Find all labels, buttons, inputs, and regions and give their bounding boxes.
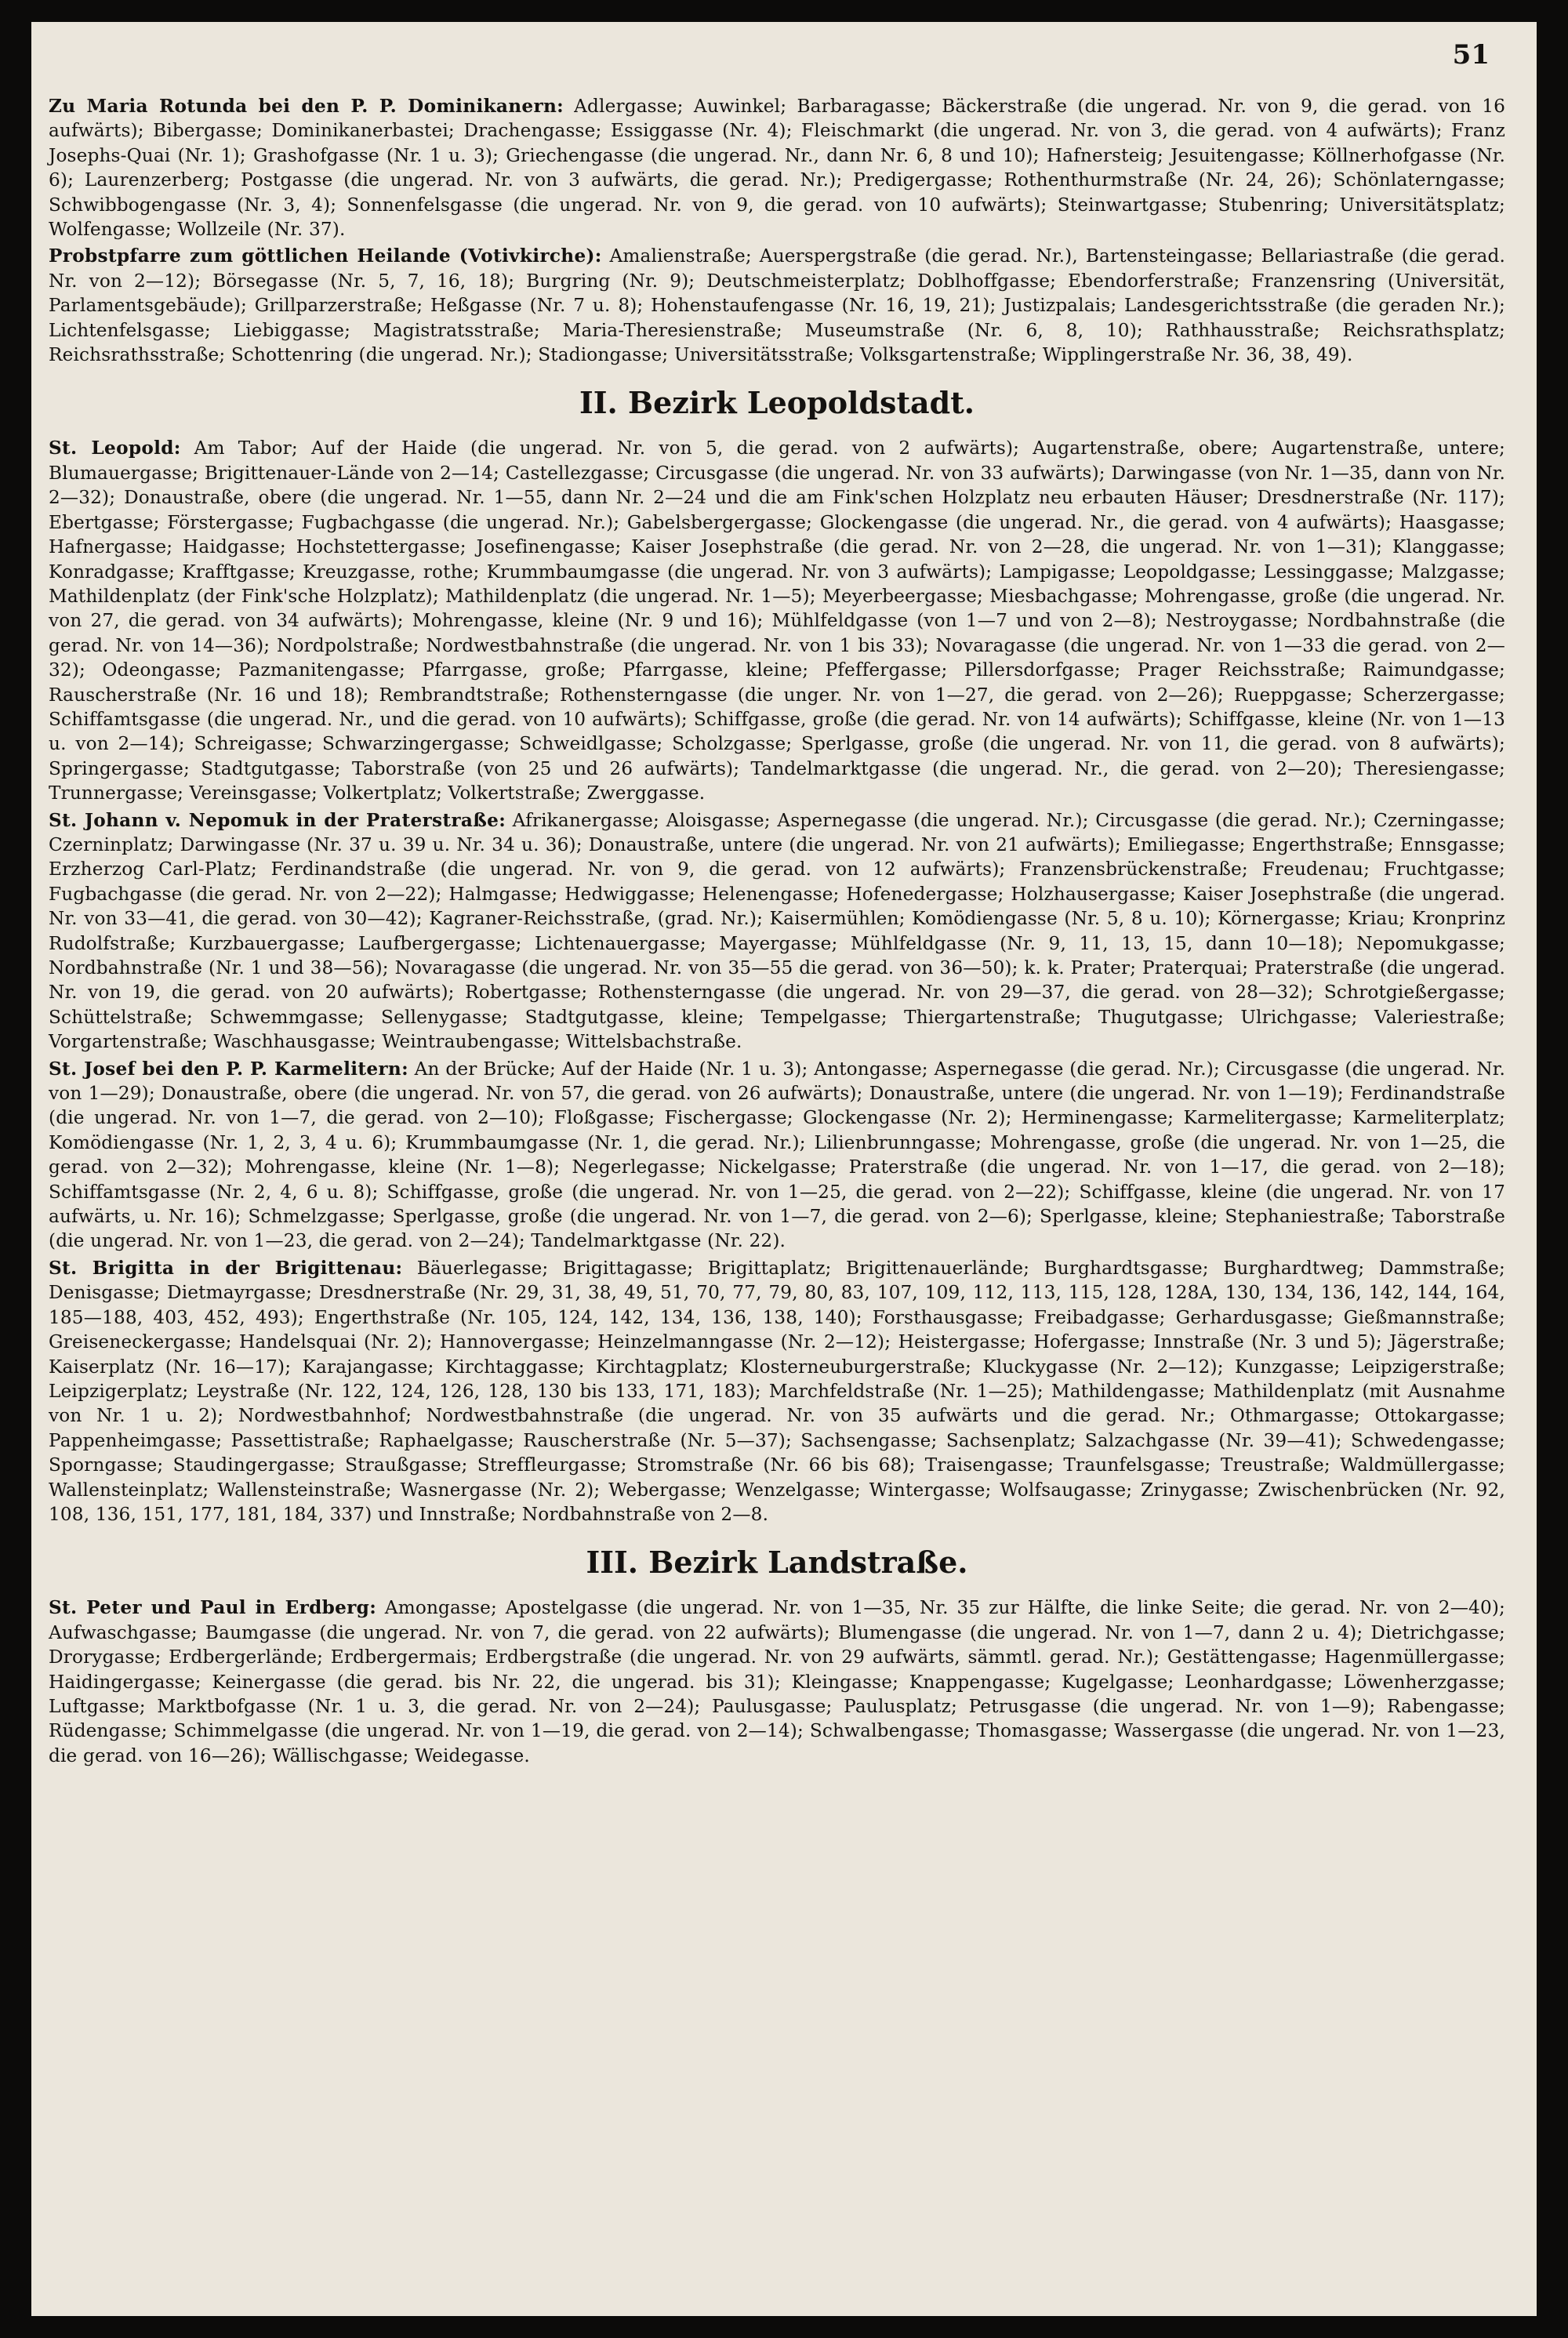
parish-streets: Amalienstraße; Auerspergstraße (die gerad. Nr.), Bartensteingasse; Bellariastraße (die gerad. Nr. von 2—12); Börsegasse (Nr. 5, 7, 16, 18); Burgring (Nr. 9); Deutschmeisterplatz; Doblhoffgasse; Ebendorferstraße; Franzensring (Universität, Parlamentsgebäude); Grillparzerstraße; Heßgasse (Nr. 7 u. 8); Hohenstaufengasse (Nr. 16, 19, 21); Justizpalais; Landesgerichtsstraße (die geraden Nr.); Lichtenfelsgasse; Liebiggasse; Magistratsstraße; Maria-Theresienstraße; Museumstraße (Nr. 6, 8, 10); Rathhausstraße; Reichsrathsplatz; Reichsrathsstraße; Schottenring (die ungerad. Nr.); Stadiongasse; Universitätsstraße; Volksgartenstraße; Wipplingerstraße Nr. 36, 38, 49). [49,245,1505,366]
parish-streets: Amongasse; Apostelgasse (die ungerad. Nr. von 1—35, Nr. 35 zur Hälfte, die linke Seite; die gerad. Nr. von 2—40); Aufwaschgasse; Baumgasse (die ungerad. Nr. von 7, die gerad. von 22 aufwärts); Blumengasse (die ungerad. Nr. von 1—7, dann 2 u. 4); Dietrichgasse; Drorygasse; Erdbergerlände; Erdbergermais; Erdbergstraße (die ungerad. Nr. von 29 aufwärts, sämmtl. gerad. Nr.); Gestättengasse; Hagenmüllergasse; Haidingergasse; Keinergasse (die gerad. bis Nr. 22, die ungerad. bis 31); Kleingasse; Knappengasse; Kugelgasse; Leonhardgasse; Löwenherzgasse; Luftgasse; Marktbofgasse (Nr. 1 u. 3, die gerad. Nr. von 2—24); Paulusgasse; Paulusplatz; Petrusgasse (die ungerad. Nr. von 1—9); Rabengasse; Rüdengasse; Schimmelgasse (die ungerad. Nr. von 1—19, die gerad. von 2—14); Schwalbengasse; Thomasgasse; Wassergasse (die ungerad. Nr. von 1—23, die gerad. von 16—26); Wällischgasse; Weidegasse. [49,1597,1506,1766]
parish-entry [49,244,1505,367]
parish-heading: Probstpfarre zum göttlichen Heilande (Votivkirche): [49,245,602,267]
parish-heading: St. Peter und Paul in Erdberg: [49,1597,377,1619]
page-number: 51 [1452,39,1490,71]
parish-streets: An der Brücke; Auf der Haide (Nr. 1 u. 3); Antongasse; Aspernegasse (die gerad. Nr.); Circusgasse (die ungerad. Nr. von 1—29); Donaustraße, obere (die ungerad. Nr. von 57, die gerad. von 26 aufwärts); Donaustraße, untere (die ungerad. Nr. von 1—19); Ferdinandstraße (die ungerad. Nr. von 1—7, die gerad. von 2—10); Floßgasse; Fischergasse; Glockengasse (Nr. 2); Herminengasse; Karmelitergasse; Karmeliterplatz; Komödiengasse (Nr. 1, 2, 3, 4 u. 6); Krummbaumgasse (Nr. 1, die gerad. Nr.); Lilienbrunngasse; Mohrengasse, große (die ungerad. Nr. von 1—25, die gerad. von 2—32); Mohrengasse, kleine (Nr. 1—8); Negerlegasse; Nickelgasse; Praterstraße (die ungerad. Nr. von 1—17, die gerad. von 2—18); Schiffamtsgasse (Nr. 2, 4, 6 u. 8); Schiffgasse, große (die ungerad. Nr. von 1—25, die gerad. von 2—22); Schiffgasse, kleine (die ungerad. Nr. von 17 aufwärts, u. Nr. 16); Schmelzgasse; Sperlgasse, große (die ungerad. Nr. von 1—7, die gerad. von 2—6); Sperlgasse, kleine; Stephaniestraße; Taborstraße (die ungerad. Nr. von 1—23, die gerad. von 2—24); Tandelmarktgasse (Nr. 22). [49,1058,1505,1252]
parish-entry [49,1057,1505,1254]
page [31,22,1537,2316]
district-heading: III. Bezirk Landstraße. [586,1545,968,1581]
parish-heading: St. Brigitta in der Brigittenau: [49,1257,403,1279]
parish-entry [49,1596,1505,1768]
parish-heading: St. Leopold: [49,437,181,459]
parish-heading: Zu Maria Rotunda bei den P. P. Dominikanern: [49,96,564,117]
parish-streets: Adlergasse; Auwinkel; Barbaragasse; Bäckerstraße (die ungerad. Nr. von 9, die gerad. von 16 aufwärts); Bibergasse; Dominikanerbastei; Drachengasse; Essiggasse (Nr. 4); Fleischmarkt (die ungerad. Nr. von 3, die gerad. von 4 aufwärts); Franz Josephs-Quai (Nr. 1); Grashofgasse (Nr. 1 u. 3); Griechengasse (die ungerad. Nr., dann Nr. 6, 8 und 10); Hafnersteig; Jesuitengasse; Köllnerhofgasse (Nr. 6); Laurenzerberg; Postgasse (die ungerad. Nr. von 3 aufwärts, die gerad. Nr.); Predigergasse; Rothenthurmstraße (Nr. 24, 26); Schönlaterngasse; Schwibbogengasse (Nr. 3, 4); Sonnenfelsgasse (die ungerad. Nr. von 9, die gerad. von 10 aufwärts); Steinwartgasse; Stubenring; Universitätsplatz; Wolfengasse; Wollzeile (Nr. 37). [49,96,1505,241]
district-heading: II. Bezirk Leopoldstadt. [579,385,975,421]
parish-streets: Am Tabor; Auf der Haide (die ungerad. Nr. von 5, die gerad. von 2 aufwärts); Augartenstraße, obere; Augartenstraße, untere; Blumauergasse; Brigittenauer-Lände von 2—14; Castellezgasse; Circusgasse (die ungerad. Nr. von 33 aufwärts); Darwingasse (von Nr. 1—35, dann von Nr. 2—32); Donaustraße, obere (die ungerad. Nr. 1—55, dann Nr. 2—24 und die am Fink'schen Holzplatz neu erbauten Häuser; Dresdnerstraße (Nr. 117); Ebertgasse; Förstergasse; Fugbachgasse (die ungerad. Nr.); Gabelsbergergasse; Glockengasse (die ungerad. Nr., die gerad. von 4 aufwärts); Haasgasse; Hafnergasse; Haidgasse; Hochstettergasse; Josefinengasse; Kaiser Josephstraße (die gerad. Nr. von 2—28, die ungerad. Nr. von 1—31); Klanggasse; Konradgasse; Krafftgasse; Kreuzgasse, rothe; Krummbaumgasse (die ungerad. Nr. von 3 aufwärts); Lampigasse; Leopoldgasse; Lessinggasse; Malzgasse; Mathildenplatz (der Fink'sche Holzplatz); Mathildenplatz (die ungerad. Nr. 1—5); Meyerbeergasse; Miesbachgasse; Mohrengasse, große (die ungerad. Nr. von 27, die gerad. von 34 aufwärts); Mohrengasse, kleine (Nr. 9 und 16); Mühlfeldgasse (von 1—7 und von 2—8); Nestroygasse; Nordbahnstraße (die gerad. Nr. von 14—36); Nordpolstraße; Nordwestbahnstraße (die ungerad. Nr. von 1 bis 33); Novaragasse (die ungerad. Nr. von 1—33 die gerad. von 2—32); Odeongasse; Pazmanitengasse; Pfarrgasse, große; Pfarrgasse, kleine; Pfeffergasse; Pillersdorfgasse; Prager Reichsstraße; Raimundgasse; Rauscherstraße (Nr. 16 und 18); Rembrandtstraße; Rothensterngasse (die unger. Nr. von 1—27, die gerad. von 2—26); Rueppgasse; Scherzergasse; Schiffamtsgasse (die ungerad. Nr., und die gerad. von 10 aufwärts); Schiffgasse, große (die gerad. Nr. von 14 aufwärts); Schiffgasse, kleine (Nr. von 1—13 u. von 2—14); Schreigasse; Schwarzingergasse; Schweidlgasse; Scholzgasse; Sperlgasse, große (die ungerad. Nr. von 11, die gerad. von 8 aufwärts); Springergasse; Stadtgutgasse; Taborstraße (von 25 und 26 aufwärts); Tandelmarktgasse (die ungerad. Nr., die gerad. von 2—20); Theresiengasse; Trunnergasse; Vereinsgasse; Volkertplatz; Volkertstraße; Zwerggasse. [49,437,1506,804]
parish-heading: St. Josef bei den P. P. Karmelitern: [49,1058,408,1080]
parish-heading: St. Johann v. Nepomuk in der Praterstraße: [49,809,506,831]
parish-entry [49,1256,1505,1527]
content [49,94,1505,1770]
parish-entry [49,436,1505,805]
parish-streets: Afrikanergasse; Aloisgasse; Aspernegasse (die ungerad. Nr.); Circusgasse (die gerad. Nr.); Czerningasse; Czerninplatz; Darwingasse (Nr. 37 u. 39 u. Nr. 34 u. 36); Donaustraße, untere (die ungerad. Nr. von 21 aufwärts); Emiliegasse; Engerthstraße; Ennsgasse; Erzherzog Carl-Platz; Ferdinandstraße (die ungerad. Nr. von 9, die gerad. von 12 aufwärts); Franzensbrückenstraße; Freudenau; Fruchtgasse; Fugbachgasse (die gerad. Nr. von 2—22); Halmgasse; Hedwiggasse; Helenengasse; Hofenedergasse; Holzhausergasse; Kaiser Josephstraße (die ungerad. Nr. von 33—41, die gerad. von 30—42); Kagraner-Reichsstraße, (grad. Nr.); Kaisermühlen; Komödiengasse (Nr. 5, 8 u. 10); Körnergasse; Kriau; Kronprinz Rudolfstraße; Kurzbauergasse; Laufbergergasse; Lichtenauergasse; Mayergasse; Mühlfeldgasse (Nr. 9, 11, 13, 15, dann 10—18); Nepomukgasse; Nordbahnstraße (Nr. 1 und 38—56); Novaragasse (die ungerad. Nr. von 35—55 die gerad. von 36—50); k. k. Prater; Praterquai; Praterstraße (die ungerad. Nr. von 19, die gerad. von 20 aufwärts); Robertgasse; Rothensterngasse (die ungerad. Nr. von 29—37, die gerad. von 28—32); Schrotgießergasse; Schüttelstraße; Schwemmgasse; Sellenygasse; Stadtgutgasse, kleine; Tempelgasse; Thiergartenstraße; Thugutgasse; Ulrichgasse; Valeriestraße; Vorgartenstraße; Waschhausgasse; Weintraubengasse; Wittelsbachstraße. [49,809,1505,1053]
parish-entry [49,808,1505,1055]
parish-streets: Bäuerlegasse; Brigittagasse; Brigittaplatz; Brigittenauerlände; Burghardtsgasse; Burghardtweg; Dammstraße; Denisgasse; Dietmayrgasse; Dresdnerstraße (Nr. 29, 31, 38, 49, 51, 70, 77, 79, 80, 83, 107, 109, 112, 113, 115, 128, 128A, 130, 134, 136, 142, 144, 164, 185—188, 403, 452, 493); Engerthstraße (Nr. 105, 124, 142, 134, 136, 138, 140); Forsthausgasse; Freibadgasse; Gerhardusgasse; Gießmannstraße; Greiseneckergasse; Handelsquai (Nr. 2); Hannovergasse; Heinzelmanngasse (Nr. 2—12); Heistergasse; Hofergasse; Innstraße (Nr. 3 und 5); Jägerstraße; Kaiserplatz (Nr. 16—17); Karajangasse; Kirchtaggasse; Kirchtagplatz; Klosterneuburgerstraße; Kluckygasse (Nr. 2—12); Kunzgasse; Leipzigerstraße; Leipzigerplatz; Leystraße (Nr. 122, 124, 126, 128, 130 bis 133, 171, 183); Marchfeldstraße (Nr. 1—25); Mathildengasse; Mathildenplatz (mit Ausnahme von Nr. 1 u. 2); Nordwestbahnhof; Nordwestbahnstraße (die ungerad. Nr. von 35 aufwärts und die gerad. Nr.; Othmargasse; Ottokargasse; Pappenheimgasse; Passettistraße; Raphaelgasse; Rauscherstraße (Nr. 5—37); Sachsengasse; Sachsenplatz; Salzachgasse (Nr. 39—41); Schwedengasse; Sporngasse; Staudingergasse; Straußgasse; Streffleurgasse; Stromstraße (Nr. 66 bis 68); Traisengasse; Traunfelsgasse; Treustraße; Waldmüllergasse; Wallensteinplatz; Wallensteinstraße; Wasnergasse (Nr. 2); Webergasse; Wenzelgasse; Wintergasse; Wolfsaugasse; Zrinygasse; Zwischenbrücken (Nr. 92, 108, 136, 151, 177, 181, 184, 337) und Innstraße; Nordbahnstraße von 2—8. [49,1257,1506,1525]
parish-entry [49,94,1505,241]
